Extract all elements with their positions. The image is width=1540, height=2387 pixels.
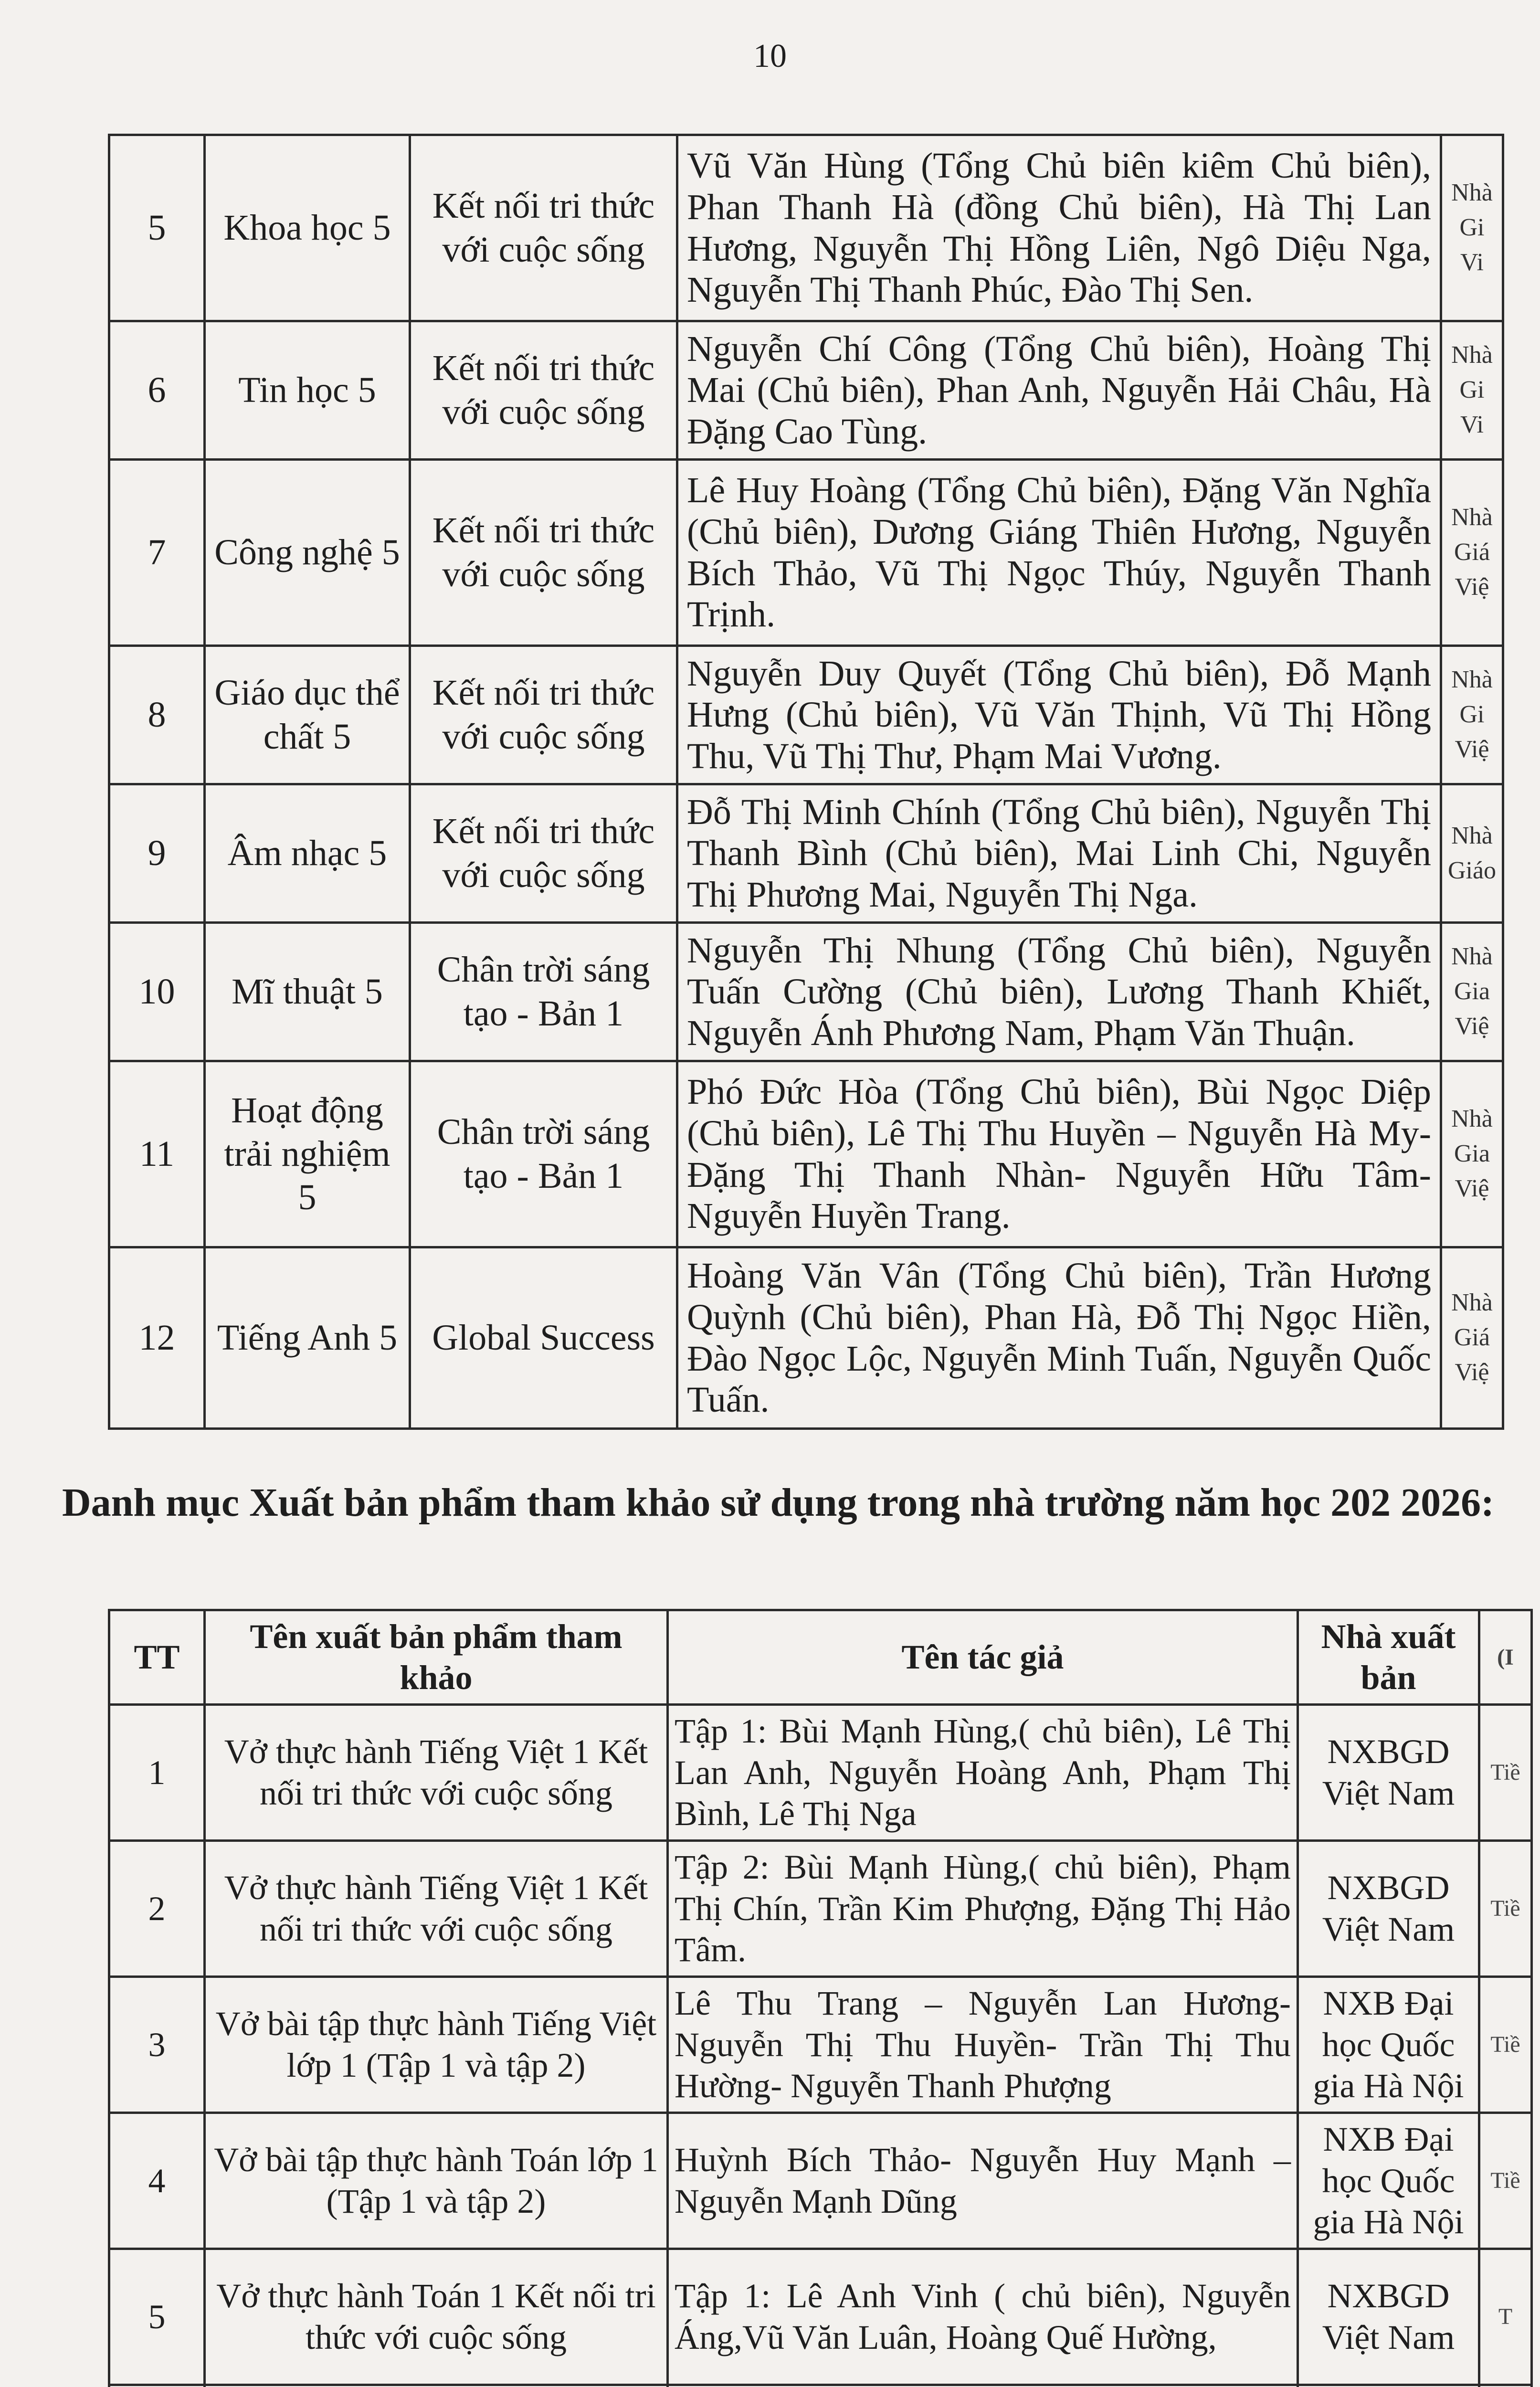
publisher-cell: Nhà Gia Việ <box>1441 923 1503 1061</box>
title-cell: Vở bài tập thực hành Toán lớp 1 (Tập 1 và tập 2) <box>205 2112 668 2249</box>
row-number: 6 <box>109 321 205 460</box>
publisher-cell <box>1298 2385 1479 2387</box>
series-cell: Kết nối tri thức với cuộc sống <box>410 646 677 784</box>
authors-cell: Lê Thu Trang – Nguyễn Lan Hương- Nguyễn Thị Thu Huyền- Trần Thị Thu Hường- Nguyễn Thanh Phượng <box>668 1976 1298 2112</box>
table-row <box>109 460 1503 646</box>
table-row <box>109 1976 1532 2112</box>
extra-cell: Tiề <box>1479 1840 1532 1976</box>
authors-cell: Đỗ Thị Minh Chính (Tổng Chủ biên), Nguyễn Thị Thanh Bình (Chủ biên), Mai Linh Chi, Nguyễn Thị Phương Mai, Nguyễn Thị Nga. <box>677 784 1441 923</box>
title-cell <box>205 2385 668 2387</box>
row-number: 9 <box>109 784 205 923</box>
table-row <box>109 923 1503 1061</box>
table-row <box>109 321 1503 460</box>
authors-cell: Nguyễn Duy Quyết (Tổng Chủ biên), Đỗ Mạnh Hưng (Chủ biên), Vũ Văn Thịnh, Vũ Thị Hồng Thu, Vũ Thị Thư, Phạm Mai Vương. <box>677 646 1441 784</box>
row-number: 11 <box>109 1061 205 1247</box>
header-authors: Tên tác giả <box>668 1610 1298 1705</box>
title-cell: Vở thực hành Tiếng Việt 1 Kết nối tri thức với cuộc sống <box>205 1704 668 1840</box>
publisher-cell: NXB Đại học Quốc gia Hà Nội <box>1298 1976 1479 2112</box>
table-row <box>109 2249 1532 2385</box>
textbook-table <box>108 134 1504 1430</box>
series-cell: Chân trời sáng tạo - Bản 1 <box>410 923 677 1061</box>
subject-cell: Mĩ thuật 5 <box>205 923 410 1061</box>
header-tt: TT <box>109 1610 205 1705</box>
subject-cell: Giáo dục thể chất 5 <box>205 646 410 784</box>
publisher-cell: NXBGD Việt Nam <box>1298 1840 1479 1976</box>
publisher-cell: Nhà Gi Vi <box>1441 135 1503 321</box>
authors-cell: Nguyễn Chí Công (Tổng Chủ biên), Hoàng Thị Mai (Chủ biên), Phan Anh, Nguyễn Hải Châu, Hà Đặng Cao Tùng. <box>677 321 1441 460</box>
extra-cell: Tiề <box>1479 1976 1532 2112</box>
publisher-cell: Nhà Giá Việ <box>1441 460 1503 646</box>
reference-table-header <box>109 1610 1532 1705</box>
row-number: 3 <box>109 1976 205 2112</box>
reference-table <box>108 1609 1533 2387</box>
subject-cell: Hoạt động trải nghiệm 5 <box>205 1061 410 1247</box>
authors-cell: Tập 2: Bùi Mạnh Hùng,( chủ biên), Phạm Thị Chín, Trần Kim Phượng, Đặng Thị Hảo Tâm. <box>668 1840 1298 1976</box>
publisher-cell: Nhà Gi Vi <box>1441 321 1503 460</box>
series-cell: Kết nối tri thức với cuộc sống <box>410 135 677 321</box>
row-number: 5 <box>109 135 205 321</box>
publisher-cell: NXBGD Việt Nam <box>1298 2249 1479 2385</box>
table-row <box>109 1704 1532 1840</box>
publisher-cell: Nhà Gia Việ <box>1441 1061 1503 1247</box>
row-number: 1 <box>109 1704 205 1840</box>
row-number: 5 <box>109 2249 205 2385</box>
extra-cell <box>1479 2385 1532 2387</box>
table-row <box>109 2112 1532 2249</box>
table-row <box>109 646 1503 784</box>
row-number: 2 <box>109 1840 205 1976</box>
extra-cell: Tiề <box>1479 1704 1532 1840</box>
title-cell: Vở thực hành Tiếng Việt 1 Kết nối tri thức với cuộc sống <box>205 1840 668 1976</box>
subject-cell: Khoa học 5 <box>205 135 410 321</box>
publisher-cell: NXB Đại học Quốc gia Hà Nội <box>1298 2112 1479 2249</box>
row-number: 10 <box>109 923 205 1061</box>
authors-cell: Huỳnh Bích Thảo- Nguyễn Huy Mạnh – Nguyễn Mạnh Dũng <box>668 2112 1298 2249</box>
table-row <box>109 1247 1503 1429</box>
extra-cell: T <box>1479 2249 1532 2385</box>
table-row <box>109 1061 1503 1247</box>
section-heading: Danh mục Xuất bản phẩm tham khảo sử dụng trong nhà trường năm học 202 2026: <box>62 1480 1495 1525</box>
series-cell: Global Success <box>410 1247 677 1429</box>
subject-cell: Công nghệ 5 <box>205 460 410 646</box>
authors-cell: Phó Đức Hòa (Tổng Chủ biên), Bùi Ngọc Diệp (Chủ biên), Lê Thị Thu Huyền – Nguyễn Hà My- Đặng Thị Thanh Nhàn- Nguyễn Hữu Tâm- Nguyễn Huyền Trang. <box>677 1061 1441 1247</box>
series-cell: Kết nối tri thức với cuộc sống <box>410 321 677 460</box>
authors-cell: Tập 1: Lê Anh Vinh ( chủ biên), Nguyễn Áng,Vũ Văn Luân, Hoàng Quế Hường, <box>668 2249 1298 2385</box>
subject-cell: Tin học 5 <box>205 321 410 460</box>
publisher-cell: NXBGD Việt Nam <box>1298 1704 1479 1840</box>
series-cell: Kết nối tri thức với cuộc sống <box>410 784 677 923</box>
subject-cell: Âm nhạc 5 <box>205 784 410 923</box>
row-number: 12 <box>109 1247 205 1429</box>
series-cell: Kết nối tri thức với cuộc sống <box>410 460 677 646</box>
table-row <box>109 2385 1532 2387</box>
table-row <box>109 784 1503 923</box>
table-row <box>109 135 1503 321</box>
authors-cell <box>668 2385 1298 2387</box>
authors-cell: Tập 1: Bùi Mạnh Hùng,( chủ biên), Lê Thị Lan Anh, Nguyễn Hoàng Anh, Phạm Thị Bình, Lê Thị Nga <box>668 1704 1298 1840</box>
header-title: Tên xuất bản phẩm tham khảo <box>205 1610 668 1705</box>
page-number: 10 <box>753 38 787 74</box>
row-number: 4 <box>109 2112 205 2249</box>
publisher-cell: Nhà Gi Việ <box>1441 646 1503 784</box>
authors-cell: Vũ Văn Hùng (Tổng Chủ biên kiêm Chủ biên), Phan Thanh Hà (đồng Chủ biên), Hà Thị Lan Hương, Nguyễn Thị Hồng Liên, Ngô Diệu Nga, Nguyễn Thị Thanh Phúc, Đào Thị Sen. <box>677 135 1441 321</box>
table-row <box>109 1840 1532 1976</box>
authors-cell: Lê Huy Hoàng (Tổng Chủ biên), Đặng Văn Nghĩa (Chủ biên), Dương Giáng Thiên Hương, Nguyễn Bích Thảo, Vũ Thị Ngọc Thúy, Nguyễn Thanh Trịnh. <box>677 460 1441 646</box>
row-number: 8 <box>109 646 205 784</box>
series-cell: Chân trời sáng tạo - Bản 1 <box>410 1061 677 1247</box>
row-number: 7 <box>109 460 205 646</box>
title-cell: Vở bài tập thực hành Tiếng Việt lớp 1 (Tập 1 và tập 2) <box>205 1976 668 2112</box>
title-cell: Vở thực hành Toán 1 Kết nối tri thức với cuộc sống <box>205 2249 668 2385</box>
authors-cell: Hoàng Văn Vân (Tổng Chủ biên), Trần Hương Quỳnh (Chủ biên), Phan Hà, Đỗ Thị Ngọc Hiền, Đào Ngọc Lộc, Nguyễn Minh Tuấn, Nguyễn Quốc Tuấn. <box>677 1247 1441 1429</box>
header-extra: (I <box>1479 1610 1532 1705</box>
extra-cell: Tiề <box>1479 2112 1532 2249</box>
subject-cell: Tiếng Anh 5 <box>205 1247 410 1429</box>
publisher-cell: Nhà Giáo <box>1441 784 1503 923</box>
publisher-cell: Nhà Giá Việ <box>1441 1247 1503 1429</box>
header-publisher: Nhà xuất bản <box>1298 1610 1479 1705</box>
authors-cell: Nguyễn Thị Nhung (Tổng Chủ biên), Nguyễn Tuấn Cường (Chủ biên), Lương Thanh Khiết, Nguyễn Ánh Phương Nam, Phạm Văn Thuận. <box>677 923 1441 1061</box>
row-number <box>109 2385 205 2387</box>
